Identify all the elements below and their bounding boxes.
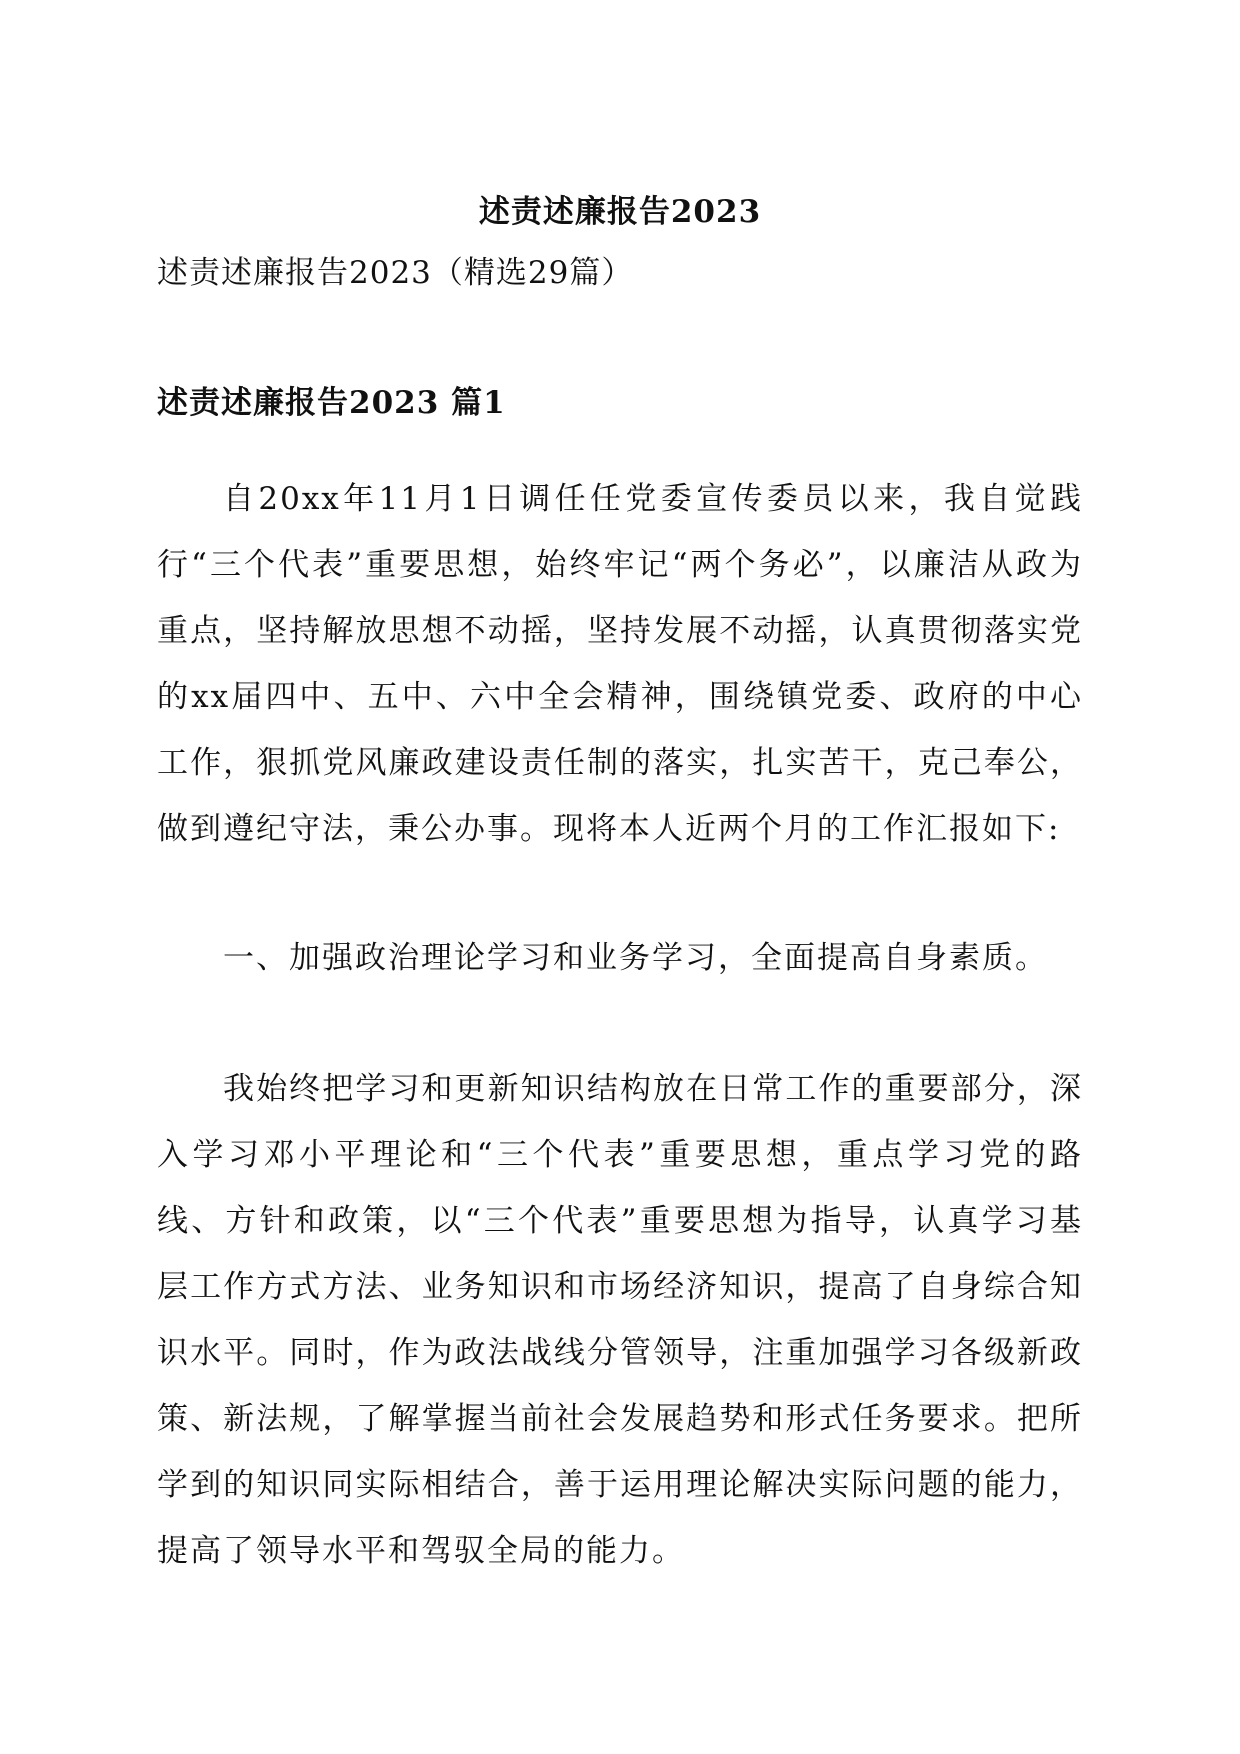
section-heading: 述责述廉报告2023 篇1 [157,385,506,421]
document-subtitle: 述责述廉报告2023（精选29篇） [157,255,634,291]
body-paragraph-study: 我始终把学习和更新知识结构放在日常工作的重要部分，深入学习邓小平理论和“三个代表”重要思想，重点学习党的路线、方针和政策，以“三个代表”重要思想为指导，认真学习基层工作方式方法、业务知识和市场经济知识，提高了自身综合知识水平。同时，作为政法战线分管领导，注重加强学习各级新政策、新法规，了解掌握当前社会发展趋势和形式任务要求。把所学到的知识同实际相结合，善于运用理论解决实际问题的能力，提高了领导水平和驾驭全局的能力。 [157,1071,1083,1569]
document-title: 述责述廉报告2023 [478,194,762,230]
body-paragraph-intro: 自20xx年11月1日调任任党委宣传委员以来，我自觉践行“三个代表”重要思想，始终牢记“两个务必”，以廉洁从政为重点，坚持解放思想不动摇，坚持发展不动摇，认真贯彻落实党的xx届四中、五中、六中全会精神，围绕镇党委、政府的中心工作，狠抓党风廉政建设责任制的落实，扎实苦干，克己奉公，做到遵纪守法，秉公办事。现将本人近两个月的工作汇报如下: [157,481,1083,847]
body-paragraph-heading-one: 一、加强政治理论学习和业务学习，全面提高自身素质。 [223,940,1048,976]
